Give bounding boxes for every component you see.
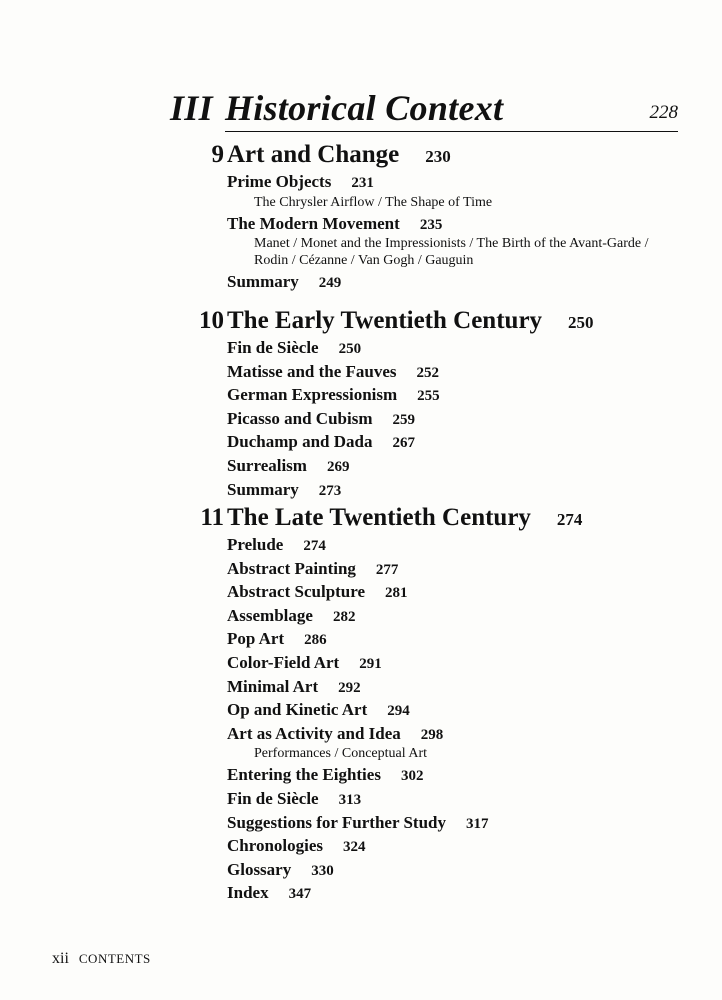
entry-title: Fin de Siècle	[227, 338, 319, 357]
entry-title: Duchamp and Dada	[227, 432, 373, 452]
toc-entry[interactable]	[227, 361, 722, 385]
entry-page-number: 252	[416, 364, 440, 381]
toc-entry[interactable]	[227, 479, 722, 503]
part-title: Historical Context	[224, 88, 504, 128]
entry-page-number: 330	[311, 862, 334, 879]
chapter-10	[0, 305, 722, 502]
entry-title: Op and Kinetic Art	[227, 700, 368, 720]
entry-page-number: 294	[387, 703, 410, 720]
toc-entry[interactable]	[227, 605, 722, 629]
entry-page-number: 298	[420, 726, 444, 743]
toc-entry[interactable]	[227, 213, 722, 237]
toc-entry[interactable]	[227, 812, 722, 836]
entry-page-number: 313	[338, 791, 362, 808]
entry-page-number: 281	[385, 585, 408, 602]
entry-page-number: 231	[351, 175, 374, 191]
toc-entry[interactable]	[227, 628, 722, 652]
entry-title: Abstract Painting	[227, 558, 356, 578]
chapter-11	[0, 502, 722, 906]
entry-subtopics: Performances / Conceptual Art	[254, 746, 428, 762]
chapter-number: 10	[199, 307, 224, 334]
entry-title: Suggestions for Further Study	[227, 812, 446, 832]
toc-entry[interactable]	[227, 788, 722, 812]
entry-title: Fin de Siècle	[227, 788, 319, 808]
entry-page-number: 277	[375, 561, 399, 578]
toc-entry[interactable]	[227, 431, 722, 455]
entry-page-number: 347	[288, 886, 312, 903]
toc-entry[interactable]	[227, 652, 722, 676]
toc-entry[interactable]	[227, 271, 722, 295]
entry-title: Entering the Eighties	[227, 765, 381, 785]
entry-page-number: 250	[338, 341, 362, 357]
chapter-heading[interactable]	[0, 305, 722, 337]
page-footer	[52, 950, 151, 968]
entry-title: The Modern Movement	[227, 213, 400, 233]
chapter-title-line	[227, 305, 594, 339]
toc-entry[interactable]	[227, 455, 722, 479]
chapter-page-number: 250	[568, 313, 594, 332]
toc-entry[interactable]	[227, 558, 722, 582]
entry-title: Pop Art	[227, 629, 285, 649]
chapter-heading[interactable]	[0, 502, 722, 534]
chapter-page-number: 230	[425, 147, 451, 166]
entry-title: Assemblage	[227, 605, 313, 625]
chapter-title-line	[227, 139, 451, 173]
entry-title: German Expressionism	[227, 385, 398, 405]
toc-entry[interactable]	[227, 835, 722, 859]
chapter-number: 9	[211, 141, 224, 168]
entry-title: Minimal Art	[227, 676, 319, 696]
chapter-9	[0, 139, 722, 295]
toc-entry[interactable]	[227, 581, 722, 605]
toc-entry[interactable]	[227, 882, 722, 906]
toc-entry[interactable]	[227, 384, 722, 408]
entry-title: Surrealism	[227, 455, 307, 475]
entry-page-number: 255	[417, 388, 440, 405]
entry-title: Color-Field Art	[227, 652, 340, 672]
chapter-page-number: 274	[556, 510, 583, 529]
chapter-entries	[227, 534, 722, 906]
chapter-title-line	[227, 502, 582, 536]
toc-entry[interactable]	[227, 676, 722, 700]
entry-title: Picasso and Cubism	[227, 408, 373, 428]
chapter-heading[interactable]	[0, 139, 722, 171]
toc-entry[interactable]	[227, 859, 722, 883]
toc-entry[interactable]	[227, 337, 722, 361]
entry-page-number: 273	[318, 482, 342, 499]
entry-page-number: 292	[338, 679, 361, 696]
entry-page-number: 324	[343, 839, 366, 856]
chapter-entries	[227, 171, 722, 295]
toc-entry[interactable]	[227, 408, 722, 432]
entry-page-number: 302	[400, 768, 424, 785]
entry-title: Art as Activity and Idea	[227, 723, 401, 743]
entry-subtopics: The Chrysler Airflow / The Shape of Time	[254, 194, 493, 210]
entry-title: Matisse and the Fauves	[227, 361, 397, 381]
entry-title: Abstract Sculpture	[227, 582, 366, 602]
part-title-line	[170, 88, 503, 128]
entry-page-number: 269	[326, 458, 350, 475]
entry-page-number: 249	[318, 275, 342, 292]
entry-subtopics: Manet / Monet and the Impressionists / The Birth of the Avant-Garde / Rodin / Cézanne / Van Gogh / Gauguin	[254, 236, 649, 269]
chapter-title: Art and Change	[227, 141, 400, 168]
entry-title: Summary	[227, 272, 299, 292]
entry-page-number: 274	[303, 538, 326, 554]
toc-entry[interactable]	[227, 764, 722, 788]
entry-title: Prelude	[227, 535, 284, 554]
part-page-number: 228	[649, 102, 678, 123]
toc-entry[interactable]	[227, 699, 722, 723]
entry-title: Index	[227, 883, 269, 903]
running-head: CONTENTS	[78, 951, 151, 966]
entry-page-number: 291	[359, 655, 382, 672]
chapter-entries	[227, 337, 722, 502]
chapter-number: 11	[200, 504, 224, 531]
entry-page-number: 259	[392, 411, 415, 428]
toc-entry[interactable]	[227, 171, 722, 195]
entry-title: Chronologies	[227, 836, 324, 856]
entry-page-number: 317	[465, 815, 489, 832]
entry-page-number: 235	[419, 216, 443, 233]
entry-title: Prime Objects	[227, 172, 332, 191]
entry-title: Glossary	[227, 859, 292, 879]
part-rule	[225, 131, 678, 132]
chapter-title: The Late Twentieth Century	[227, 504, 531, 531]
page-folio: xii	[52, 950, 69, 967]
entry-page-number: 282	[332, 608, 356, 625]
entry-page-number: 267	[392, 435, 415, 452]
chapter-title: The Early Twentieth Century	[227, 307, 543, 334]
toc-entry[interactable]	[227, 534, 722, 558]
part-number: III	[170, 88, 213, 128]
toc-entry[interactable]	[227, 723, 722, 747]
entry-page-number: 286	[304, 632, 327, 649]
entry-title: Summary	[227, 479, 299, 499]
